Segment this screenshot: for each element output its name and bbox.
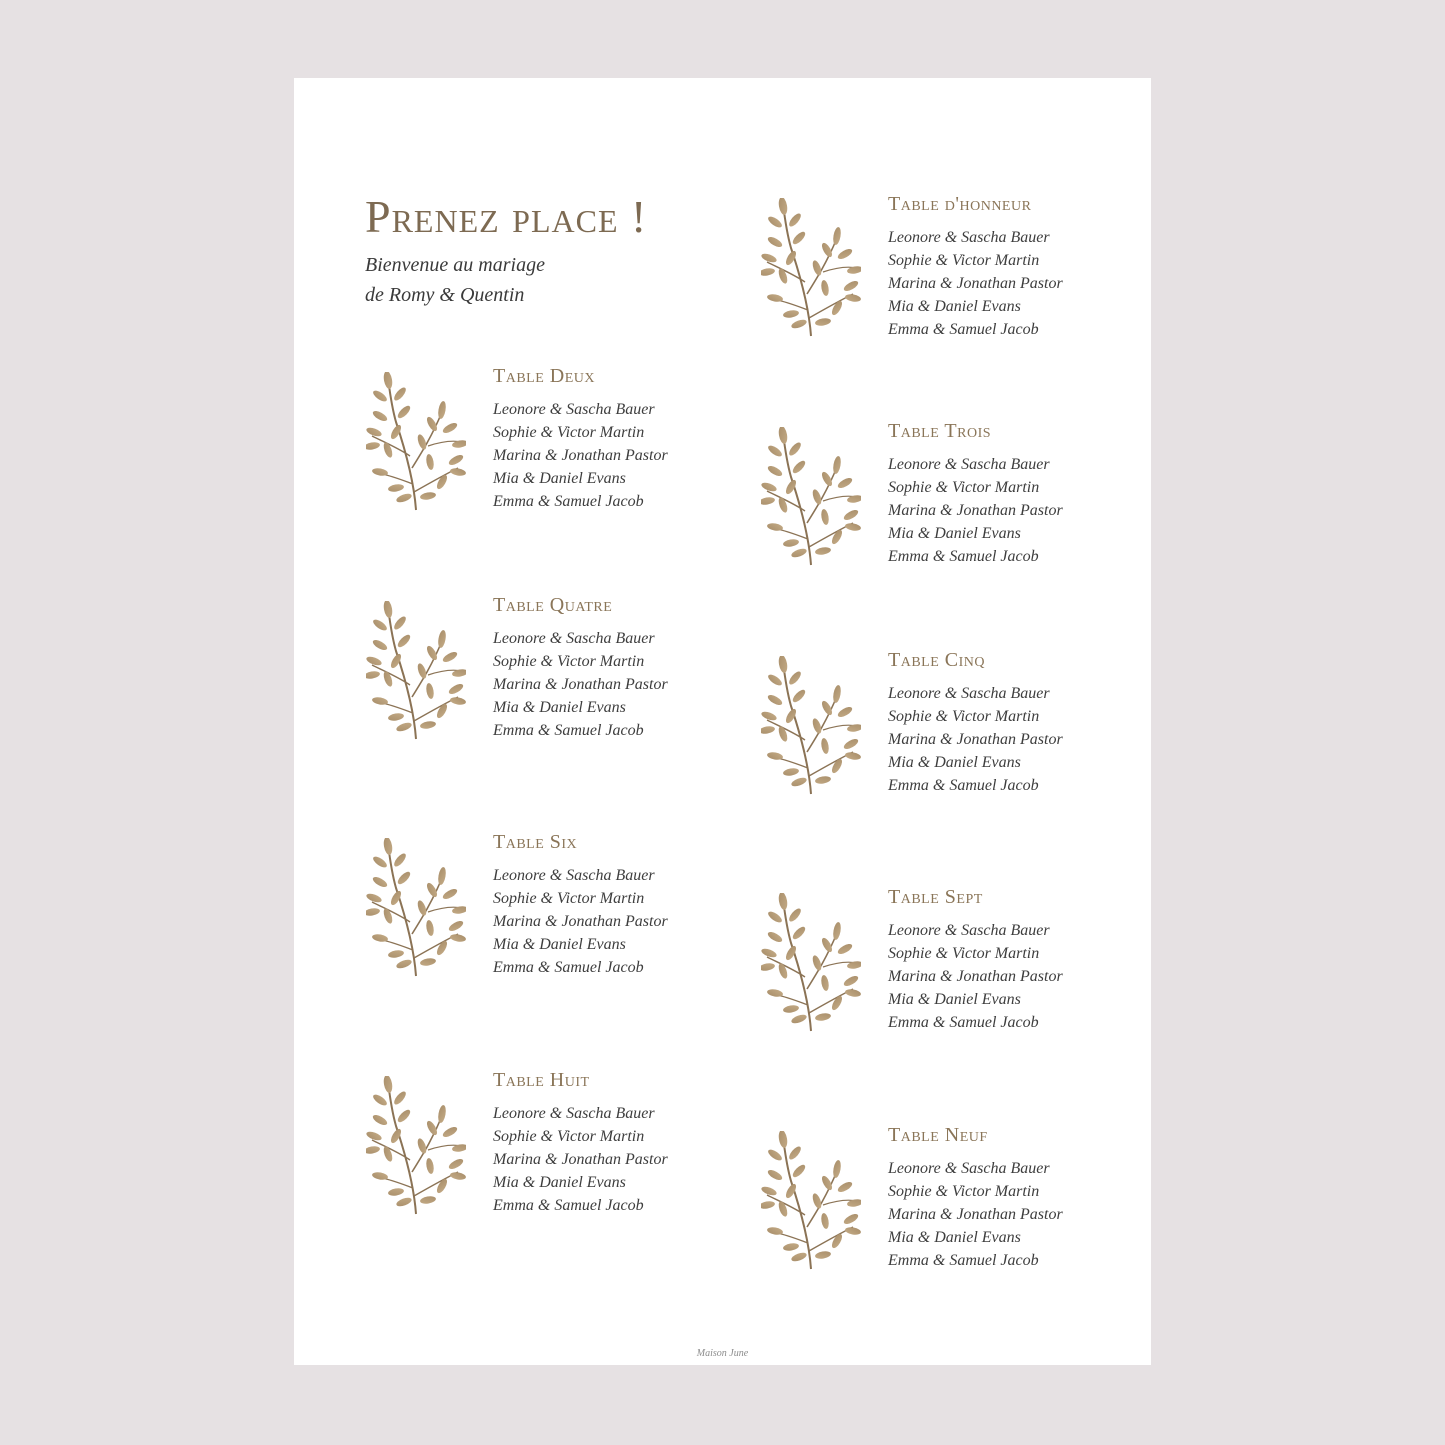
- guest-couple: Emma & Samuel Jacob: [888, 1014, 1039, 1031]
- guest-list: [493, 864, 668, 979]
- table-name: Table Six: [493, 831, 578, 853]
- seating-chart-sheet: [294, 78, 1151, 1365]
- guest-couple: Marina & Jonathan Pastor: [888, 968, 1063, 985]
- guest-couple: Emma & Samuel Jacob: [493, 722, 644, 739]
- guest-couple: Leonore & Sascha Bauer: [493, 1105, 655, 1122]
- guest-couple: Marina & Jonathan Pastor: [493, 676, 668, 693]
- guest-couple: Marina & Jonathan Pastor: [888, 502, 1063, 519]
- guest-couple: Marina & Jonathan Pastor: [493, 447, 668, 464]
- table-name: Table Huit: [493, 1069, 590, 1091]
- guest-list: [888, 682, 1063, 797]
- guest-couple: Emma & Samuel Jacob: [888, 548, 1039, 565]
- guest-couple: Leonore & Sascha Bauer: [888, 456, 1050, 473]
- table-block: [761, 1123, 1141, 1313]
- welcome-message: [365, 250, 705, 310]
- guest-couple: Sophie & Victor Martin: [888, 945, 1040, 962]
- guest-couple: Mia & Daniel Evans: [888, 991, 1021, 1008]
- table-name: Table Quatre: [493, 594, 613, 616]
- guest-couple: Sophie & Victor Martin: [493, 1128, 645, 1145]
- leaf-sprig-icon: [761, 1131, 861, 1273]
- table-name: Table Neuf: [888, 1124, 988, 1146]
- guest-couple: Marina & Jonathan Pastor: [888, 275, 1063, 292]
- welcome-line: de Romy & Quentin: [365, 284, 525, 306]
- guest-list: [888, 1157, 1063, 1272]
- guest-couple: Mia & Daniel Evans: [493, 936, 626, 953]
- guest-couple: Emma & Samuel Jacob: [888, 1252, 1039, 1269]
- table-name: Table Cinq: [888, 649, 985, 671]
- leaf-sprig-icon: [366, 1076, 466, 1218]
- leaf-sprig-icon: [761, 198, 861, 340]
- guest-couple: Marina & Jonathan Pastor: [493, 1151, 668, 1168]
- leaf-sprig-icon: [761, 656, 861, 798]
- guest-couple: Mia & Daniel Evans: [888, 525, 1021, 542]
- guest-list: [493, 398, 668, 513]
- table-block: [761, 192, 1141, 382]
- guest-list: [493, 1102, 668, 1217]
- table-block: [366, 364, 746, 554]
- guest-couple: Emma & Samuel Jacob: [493, 493, 644, 510]
- guest-couple: Sophie & Victor Martin: [888, 479, 1040, 496]
- guest-couple: Sophie & Victor Martin: [888, 1183, 1040, 1200]
- leaf-sprig-icon: [366, 372, 466, 514]
- table-name: Table d'honneur: [888, 193, 1032, 215]
- table-block: [366, 1068, 746, 1258]
- guest-couple: Leonore & Sascha Bauer: [493, 867, 655, 884]
- table-name: Table Deux: [493, 365, 595, 387]
- guest-couple: Mia & Daniel Evans: [888, 754, 1021, 771]
- leaf-sprig-icon: [366, 601, 466, 743]
- guest-couple: Mia & Daniel Evans: [493, 1174, 626, 1191]
- table-block: [366, 830, 746, 1020]
- guest-couple: Marina & Jonathan Pastor: [888, 731, 1063, 748]
- guest-couple: Marina & Jonathan Pastor: [493, 913, 668, 930]
- guest-couple: Marina & Jonathan Pastor: [888, 1206, 1063, 1223]
- guest-couple: Mia & Daniel Evans: [888, 298, 1021, 315]
- guest-couple: Leonore & Sascha Bauer: [493, 401, 655, 418]
- leaf-sprig-icon: [366, 838, 466, 980]
- table-block: [761, 648, 1141, 838]
- guest-couple: Leonore & Sascha Bauer: [888, 922, 1050, 939]
- guest-list: [493, 627, 668, 742]
- welcome-line: Bienvenue au mariage: [365, 254, 545, 276]
- guest-couple: Emma & Samuel Jacob: [888, 321, 1039, 338]
- guest-couple: Mia & Daniel Evans: [493, 699, 626, 716]
- guest-couple: Emma & Samuel Jacob: [493, 1197, 644, 1214]
- table-block: [761, 885, 1141, 1075]
- guest-couple: Leonore & Sascha Bauer: [888, 1160, 1050, 1177]
- table-block: [366, 593, 746, 783]
- guest-couple: Sophie & Victor Martin: [493, 424, 645, 441]
- guest-couple: Sophie & Victor Martin: [493, 890, 645, 907]
- guest-couple: Sophie & Victor Martin: [493, 653, 645, 670]
- page-title: Prenez place !: [365, 191, 648, 242]
- footer-brand: Maison June: [696, 1348, 749, 1359]
- guest-couple: Mia & Daniel Evans: [888, 1229, 1021, 1246]
- guest-couple: Emma & Samuel Jacob: [493, 959, 644, 976]
- guest-list: [888, 919, 1063, 1034]
- guest-list: [888, 226, 1063, 341]
- guest-couple: Leonore & Sascha Bauer: [888, 685, 1050, 702]
- guest-list: [888, 453, 1063, 568]
- guest-couple: Sophie & Victor Martin: [888, 252, 1040, 269]
- leaf-sprig-icon: [761, 893, 861, 1035]
- guest-couple: Leonore & Sascha Bauer: [888, 229, 1050, 246]
- leaf-sprig-icon: [761, 427, 861, 569]
- table-name: Table Trois: [888, 420, 992, 442]
- guest-couple: Mia & Daniel Evans: [493, 470, 626, 487]
- guest-couple: Leonore & Sascha Bauer: [493, 630, 655, 647]
- guest-couple: Emma & Samuel Jacob: [888, 777, 1039, 794]
- table-block: [761, 419, 1141, 609]
- table-name: Table Sept: [888, 886, 983, 908]
- guest-couple: Sophie & Victor Martin: [888, 708, 1040, 725]
